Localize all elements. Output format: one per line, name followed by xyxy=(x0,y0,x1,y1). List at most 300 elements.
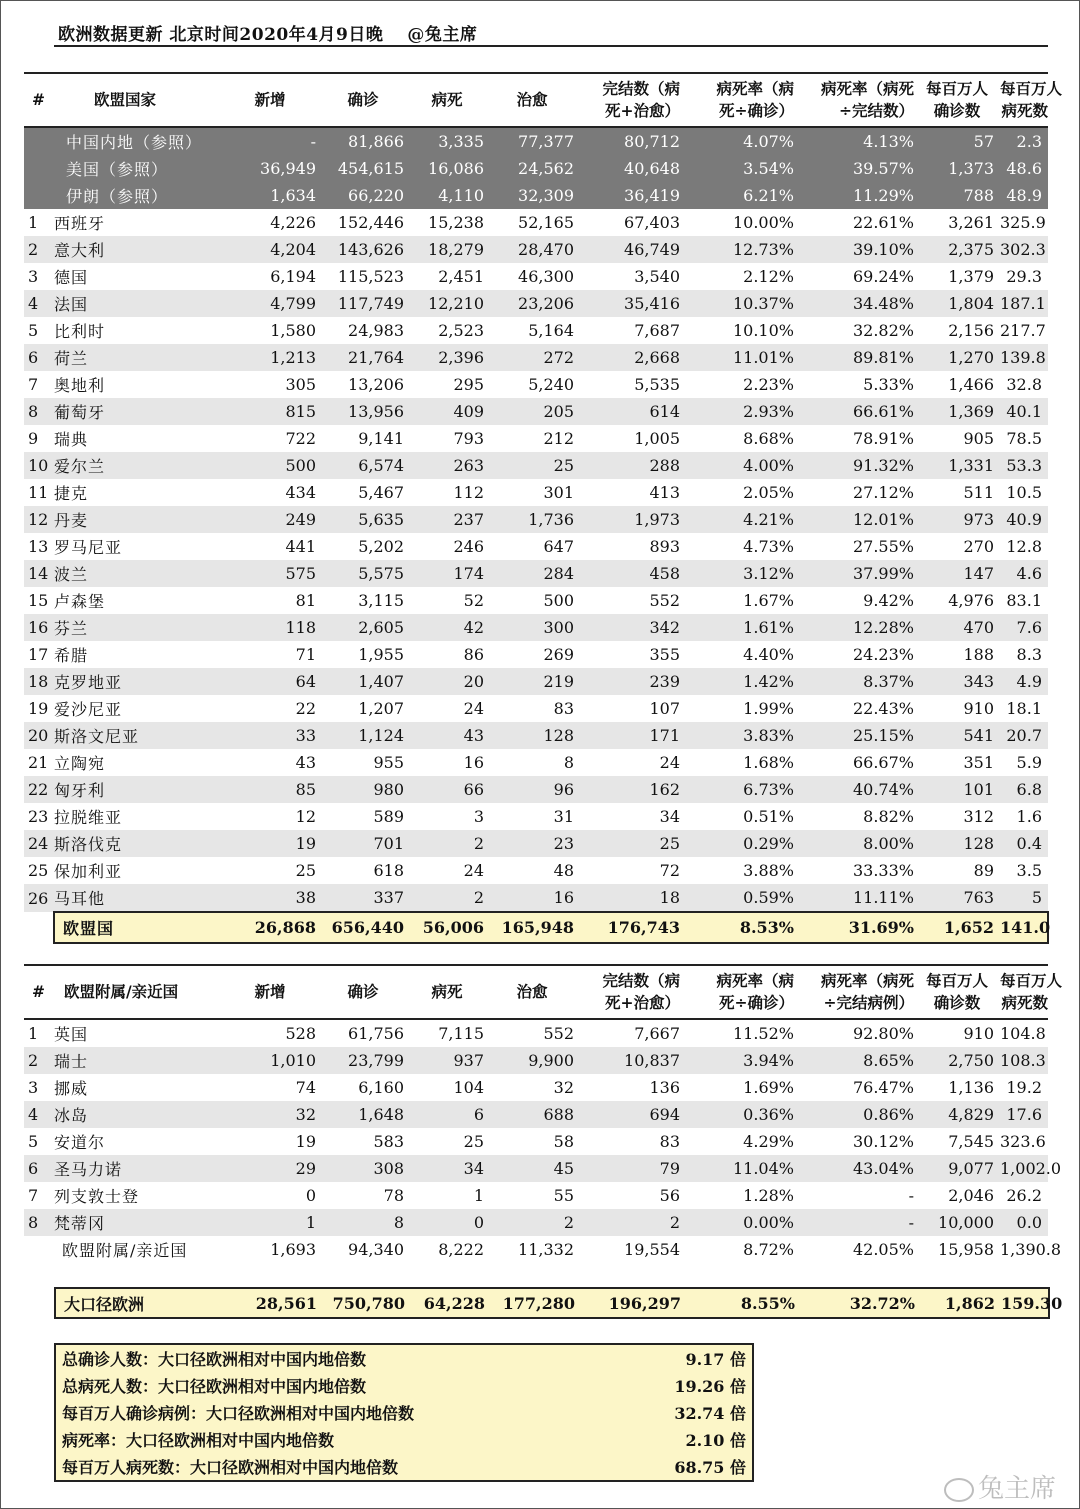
row-index: 8 xyxy=(24,398,54,425)
table-row xyxy=(24,290,1048,317)
row-index: 17 xyxy=(24,641,54,668)
cell-pm-deaths: 40.1 xyxy=(1000,398,1048,425)
table-row xyxy=(24,1128,1048,1155)
col-cfr xyxy=(686,73,800,127)
country-name: 爱沙尼亚 xyxy=(54,695,224,722)
country-name: 斯洛文尼亚 xyxy=(54,722,224,749)
assoc-col-pm-deaths xyxy=(1000,965,1063,1019)
reference-row xyxy=(24,182,1048,209)
col-closed-line1: 完结数（病 xyxy=(602,79,680,98)
cell-pm-confirmed: 1,652 xyxy=(920,912,1000,943)
cell-cfr: 3.83% xyxy=(686,722,800,749)
cell-pm-deaths: 18.1 xyxy=(1000,695,1048,722)
cell-confirmed: 337 xyxy=(322,884,410,912)
cell-recovered: 58 xyxy=(490,1128,580,1155)
country-name: 欧盟附属/亲近国 xyxy=(54,1236,224,1263)
header-divider xyxy=(54,45,1048,47)
cell-pm-deaths: 5 xyxy=(1000,884,1048,912)
cell-new: 36,949 xyxy=(224,155,322,182)
cell-cfr-closed: 31.69% xyxy=(800,912,920,943)
assoc-table xyxy=(24,964,1063,1263)
cell-cfr-closed: 11.11% xyxy=(800,884,920,912)
cell-closed: 2 xyxy=(580,1209,686,1236)
cell-recovered: 269 xyxy=(490,641,580,668)
cell-cfr: 8.68% xyxy=(686,425,800,452)
cell-recovered: 8 xyxy=(490,749,580,776)
cell-recovered: 552 xyxy=(490,1019,580,1047)
col-cfr-line2: 死÷确诊） xyxy=(719,101,794,120)
cell-new: 33 xyxy=(224,722,322,749)
table-row xyxy=(24,1019,1048,1047)
cell-closed: 552 xyxy=(580,587,686,614)
cell-cfr: 4.73% xyxy=(686,533,800,560)
cell-confirmed: 5,467 xyxy=(322,479,410,506)
cell-pm-confirmed: 1,379 xyxy=(920,263,1000,290)
cell-new: 38 xyxy=(224,884,322,912)
row-index: 2 xyxy=(24,236,54,263)
cell-confirmed: 1,955 xyxy=(322,641,410,668)
cell-recovered: 55 xyxy=(490,1182,580,1209)
cell-confirmed: 701 xyxy=(322,830,410,857)
page-title xyxy=(58,20,477,45)
table-row xyxy=(24,560,1048,587)
assoc-col-pm-deaths-line1: 每百万人 xyxy=(1000,971,1063,990)
country-name: 波兰 xyxy=(54,560,224,587)
assoc-col-index: # xyxy=(24,965,54,1019)
cell-cfr-closed: - xyxy=(800,1209,920,1236)
cell-new: 1,010 xyxy=(224,1047,322,1074)
cell-closed: 19,554 xyxy=(580,1236,686,1263)
ratio-value: 32.74 倍 xyxy=(617,1399,753,1426)
cell-closed: 56 xyxy=(580,1182,686,1209)
cell-recovered: 16 xyxy=(490,884,580,912)
cell-cfr-closed: 22.43% xyxy=(800,695,920,722)
cell-cfr: 10.37% xyxy=(686,290,800,317)
ratio-value: 9.17 倍 xyxy=(617,1344,753,1372)
cell-deaths: 237 xyxy=(410,506,490,533)
cell-pm-deaths: 10.5 xyxy=(1000,479,1048,506)
ratio-label: 每百万人确诊病例：大口径欧洲相对中国内地倍数 xyxy=(55,1399,617,1426)
cell-recovered: 24,562 xyxy=(490,155,580,182)
table-row xyxy=(24,722,1048,749)
cell-confirmed: 9,141 xyxy=(322,425,410,452)
cell-confirmed: 94,340 xyxy=(322,1236,410,1263)
grand-total-new: 28,561 xyxy=(225,1288,323,1318)
col-new: 新增 xyxy=(224,73,322,127)
ratio-value: 2.10 倍 xyxy=(617,1426,753,1453)
cell-confirmed: 6,160 xyxy=(322,1074,410,1101)
eu-table xyxy=(24,72,1063,944)
cell-pm-deaths: 6.8 xyxy=(1000,776,1048,803)
cell-pm-deaths: 83.1 xyxy=(1000,587,1048,614)
cell-confirmed: 21,764 xyxy=(322,344,410,371)
cell-deaths: 246 xyxy=(410,533,490,560)
col-confirmed: 确诊 xyxy=(322,73,410,127)
row-index: 7 xyxy=(24,1182,54,1209)
cell-pm-deaths: 1,390.8 xyxy=(1000,1236,1048,1263)
row-index: 20 xyxy=(24,722,54,749)
table-row xyxy=(24,803,1048,830)
col-pm-confirmed xyxy=(920,73,1000,127)
cell-new: 81 xyxy=(224,587,322,614)
cell-closed: 24 xyxy=(580,749,686,776)
assoc-col-pm-confirmed-line2: 确诊数 xyxy=(933,993,981,1012)
table-row xyxy=(24,587,1048,614)
row-index: 1 xyxy=(24,1019,54,1047)
country-name: 圣马力诺 xyxy=(54,1155,224,1182)
cell-recovered: 1,736 xyxy=(490,506,580,533)
cell-cfr-closed: 27.12% xyxy=(800,479,920,506)
cell-deaths: 793 xyxy=(410,425,490,452)
cell-recovered: 301 xyxy=(490,479,580,506)
ratio-label: 每百万人病死数：大口径欧洲相对中国内地倍数 xyxy=(55,1453,617,1481)
country-name: 罗马尼亚 xyxy=(54,533,224,560)
cell-deaths: 16,086 xyxy=(410,155,490,182)
country-name: 保加利亚 xyxy=(54,857,224,884)
cell-recovered: 23,206 xyxy=(490,290,580,317)
table-row xyxy=(24,1074,1048,1101)
country-name: 德国 xyxy=(54,263,224,290)
cell-recovered: 5,164 xyxy=(490,317,580,344)
cell-new: 85 xyxy=(224,776,322,803)
cell-pm-confirmed: 4,829 xyxy=(920,1101,1000,1128)
cell-deaths: 12,210 xyxy=(410,290,490,317)
row-index: 25 xyxy=(24,857,54,884)
country-name: 荷兰 xyxy=(54,344,224,371)
cell-pm-confirmed: 312 xyxy=(920,803,1000,830)
col-recovered: 治愈 xyxy=(490,73,580,127)
cell-pm-confirmed: 763 xyxy=(920,884,1000,912)
ratio-value: 19.26 倍 xyxy=(617,1372,753,1399)
table-row xyxy=(24,344,1048,371)
cell-pm-confirmed: 910 xyxy=(920,1019,1000,1047)
col-pm-deaths-line1: 每百万人 xyxy=(1000,79,1063,98)
cell-new: 441 xyxy=(224,533,322,560)
cell-cfr-closed: 78.91% xyxy=(800,425,920,452)
eu-total-row xyxy=(24,912,1048,943)
ratio-summary xyxy=(54,1343,754,1482)
author-handle: @兔主席 xyxy=(407,25,478,45)
row-index: 21 xyxy=(24,749,54,776)
cell-closed: 72 xyxy=(580,857,686,884)
cell-pm-deaths: 3.5 xyxy=(1000,857,1048,884)
cell-cfr-closed: 22.61% xyxy=(800,209,920,236)
assoc-col-cfr-line2: 死÷确诊） xyxy=(719,993,794,1012)
col-closed xyxy=(580,73,686,127)
ratio-row xyxy=(55,1372,753,1399)
cell-confirmed: 152,446 xyxy=(322,209,410,236)
cell-pm-confirmed: 905 xyxy=(920,425,1000,452)
cell-cfr: 11.01% xyxy=(686,344,800,371)
cell-cfr-closed: 8.82% xyxy=(800,803,920,830)
cell-confirmed: 1,648 xyxy=(322,1101,410,1128)
row-index: 6 xyxy=(24,344,54,371)
country-name: 瑞士 xyxy=(54,1047,224,1074)
row-index: 7 xyxy=(24,371,54,398)
cell-deaths: 1 xyxy=(410,1182,490,1209)
cell-cfr: 0.51% xyxy=(686,803,800,830)
cell-deaths: 104 xyxy=(410,1074,490,1101)
cell-closed: 83 xyxy=(580,1128,686,1155)
cell-recovered: 77,377 xyxy=(490,127,580,155)
cell-cfr: 3.94% xyxy=(686,1047,800,1074)
cell-cfr: 4.29% xyxy=(686,1128,800,1155)
col-pm-deaths-line2: 病死数 xyxy=(1001,101,1048,120)
cell-deaths: 43 xyxy=(410,722,490,749)
cell-new: 19 xyxy=(224,830,322,857)
cell-deaths: 409 xyxy=(410,398,490,425)
cell-pm-deaths: 325.9 xyxy=(1000,209,1048,236)
cell-new: 1,693 xyxy=(224,1236,322,1263)
grand-total-pm-deaths: 159.30 xyxy=(1001,1288,1049,1318)
cell-cfr: 1.69% xyxy=(686,1074,800,1101)
cell-deaths: 25 xyxy=(410,1128,490,1155)
table-row xyxy=(24,1047,1048,1074)
cell-cfr-closed: 39.10% xyxy=(800,236,920,263)
cell-pm-confirmed: 1,369 xyxy=(920,398,1000,425)
cell-new: 1 xyxy=(224,1209,322,1236)
cell-closed: 893 xyxy=(580,533,686,560)
country-name: 比利时 xyxy=(54,317,224,344)
cell-recovered: 11,332 xyxy=(490,1236,580,1263)
table-row xyxy=(24,506,1048,533)
cell-pm-deaths: 141.0 xyxy=(1000,912,1048,943)
cell-new: 6,194 xyxy=(224,263,322,290)
cell-pm-deaths: 0.4 xyxy=(1000,830,1048,857)
cell-new: 19 xyxy=(224,1128,322,1155)
table-row xyxy=(24,614,1048,641)
cell-new: 528 xyxy=(224,1019,322,1047)
grand-total-cfr: 8.55% xyxy=(687,1288,801,1318)
cell-closed: 413 xyxy=(580,479,686,506)
cell-deaths: 937 xyxy=(410,1047,490,1074)
cell-cfr: 11.04% xyxy=(686,1155,800,1182)
cell-cfr: 12.73% xyxy=(686,236,800,263)
cell-closed: 67,403 xyxy=(580,209,686,236)
cell-confirmed: 308 xyxy=(322,1155,410,1182)
country-name: 瑞典 xyxy=(54,425,224,452)
cell-pm-confirmed: 89 xyxy=(920,857,1000,884)
cell-confirmed: 61,756 xyxy=(322,1019,410,1047)
cell-confirmed: 5,575 xyxy=(322,560,410,587)
cell-cfr: 0.59% xyxy=(686,884,800,912)
cell-recovered: 9,900 xyxy=(490,1047,580,1074)
col-closed-line2: 死+治愈） xyxy=(605,101,680,120)
grand-total-pm-confirmed: 1,862 xyxy=(921,1288,1001,1318)
cell-confirmed: 656,440 xyxy=(322,912,410,943)
row-index: 19 xyxy=(24,695,54,722)
cell-recovered: 688 xyxy=(490,1101,580,1128)
cell-deaths: 42 xyxy=(410,614,490,641)
cell-pm-deaths: 187.1 xyxy=(1000,290,1048,317)
row-index: 26 xyxy=(24,884,54,912)
ratio-label: 总病死人数：大口径欧洲相对中国内地倍数 xyxy=(55,1372,617,1399)
cell-closed: 7,667 xyxy=(580,1019,686,1047)
assoc-col-cfr xyxy=(686,965,800,1019)
cell-cfr: 2.23% xyxy=(686,371,800,398)
table-row xyxy=(24,776,1048,803)
cell-closed: 80,712 xyxy=(580,127,686,155)
country-name: 意大利 xyxy=(54,236,224,263)
cell-cfr: 4.40% xyxy=(686,641,800,668)
cell-pm-confirmed: 1,270 xyxy=(920,344,1000,371)
cell-closed: 458 xyxy=(580,560,686,587)
cell-pm-confirmed: 2,156 xyxy=(920,317,1000,344)
cell-deaths: 7,115 xyxy=(410,1019,490,1047)
row-index: 1 xyxy=(24,209,54,236)
cell-cfr: 1.68% xyxy=(686,749,800,776)
col-pm-confirmed-line1: 每百万人 xyxy=(925,79,988,98)
cell-confirmed: 5,202 xyxy=(322,533,410,560)
cell-deaths: 295 xyxy=(410,371,490,398)
assoc-col-pm-confirmed xyxy=(920,965,1000,1019)
cell-cfr: 2.93% xyxy=(686,398,800,425)
country-name: 拉脱维亚 xyxy=(54,803,224,830)
cell-pm-confirmed: 188 xyxy=(920,641,1000,668)
cell-cfr-closed: 25.15% xyxy=(800,722,920,749)
table-row xyxy=(24,533,1048,560)
cell-recovered: 284 xyxy=(490,560,580,587)
cell-confirmed: 583 xyxy=(322,1128,410,1155)
cell-confirmed: 1,207 xyxy=(322,695,410,722)
row-index xyxy=(24,1236,54,1263)
row-index: 3 xyxy=(24,1074,54,1101)
cell-pm-confirmed: 2,375 xyxy=(920,236,1000,263)
weibo-watermark xyxy=(944,1468,1056,1505)
cell-cfr: 1.28% xyxy=(686,1182,800,1209)
table-row xyxy=(24,1101,1048,1128)
cell-confirmed: 955 xyxy=(322,749,410,776)
cell-recovered: 45 xyxy=(490,1155,580,1182)
cell-cfr-closed: 66.61% xyxy=(800,398,920,425)
cell-new: 118 xyxy=(224,614,322,641)
table-row xyxy=(24,1209,1048,1236)
reference-row xyxy=(24,155,1048,182)
cell-closed: 1,005 xyxy=(580,425,686,452)
cell-cfr-closed: 11.29% xyxy=(800,182,920,209)
cell-confirmed: 2,605 xyxy=(322,614,410,641)
grand-total-cfr-closed: 32.72% xyxy=(801,1288,921,1318)
assoc-col-cfr-closed-line2: ÷完结病例） xyxy=(823,993,914,1012)
cell-pm-deaths: 4.9 xyxy=(1000,668,1048,695)
grand-total-closed: 196,297 xyxy=(581,1288,687,1318)
table-row xyxy=(24,1155,1048,1182)
cell-cfr-closed: 30.12% xyxy=(800,1128,920,1155)
cell-pm-deaths: 20.7 xyxy=(1000,722,1048,749)
cell-closed: 342 xyxy=(580,614,686,641)
cell-new: 25 xyxy=(224,857,322,884)
cell-new: 4,226 xyxy=(224,209,322,236)
cell-confirmed: 24,983 xyxy=(322,317,410,344)
country-name: 梵蒂冈 xyxy=(54,1209,224,1236)
cell-cfr: 3.88% xyxy=(686,857,800,884)
country-name: 捷克 xyxy=(54,479,224,506)
watermark-text: 兔主席 xyxy=(978,1474,1057,1504)
cell-pm-deaths: 5.9 xyxy=(1000,749,1048,776)
cell-cfr-closed: 43.04% xyxy=(800,1155,920,1182)
table-row xyxy=(24,425,1048,452)
cell-recovered: 28,470 xyxy=(490,236,580,263)
country-name: 马耳他 xyxy=(54,884,224,912)
cell-pm-confirmed: 270 xyxy=(920,533,1000,560)
cell-recovered: 2 xyxy=(490,1209,580,1236)
cell-cfr-closed: 24.23% xyxy=(800,641,920,668)
cell-recovered: 5,240 xyxy=(490,371,580,398)
cell-recovered: 165,948 xyxy=(490,912,580,943)
cell-new: 1,634 xyxy=(224,182,322,209)
ratio-row xyxy=(55,1344,753,1372)
cell-pm-confirmed: 910 xyxy=(920,695,1000,722)
cell-recovered: 25 xyxy=(490,452,580,479)
cell-cfr-closed: 12.01% xyxy=(800,506,920,533)
row-index: 4 xyxy=(24,1101,54,1128)
table-row xyxy=(24,263,1048,290)
cell-cfr-closed: 66.67% xyxy=(800,749,920,776)
cell-cfr: 0.29% xyxy=(686,830,800,857)
cell-recovered: 52,165 xyxy=(490,209,580,236)
cell-closed: 36,419 xyxy=(580,182,686,209)
cell-confirmed: 81,866 xyxy=(322,127,410,155)
cell-pm-deaths: 32.8 xyxy=(1000,371,1048,398)
col-cfr-closed xyxy=(800,73,920,127)
cell-cfr: 10.00% xyxy=(686,209,800,236)
cell-cfr: 4.21% xyxy=(686,506,800,533)
grand-total-label: 大口径欧洲 xyxy=(55,1288,225,1318)
assoc-col-country: 欧盟附属/亲近国 xyxy=(54,965,224,1019)
cell-pm-confirmed: 1,373 xyxy=(920,155,1000,182)
cell-recovered: 212 xyxy=(490,425,580,452)
cell-recovered: 96 xyxy=(490,776,580,803)
cell-cfr-closed: 92.80% xyxy=(800,1019,920,1047)
cell-pm-confirmed: 10,000 xyxy=(920,1209,1000,1236)
ratio-label: 总确诊人数：大口径欧洲相对中国内地倍数 xyxy=(55,1344,617,1372)
ratio-row xyxy=(55,1426,753,1453)
assoc-subtotal-row xyxy=(24,1236,1048,1263)
row-index: 3 xyxy=(24,263,54,290)
cell-pm-deaths: 48.9 xyxy=(1000,182,1048,209)
cell-deaths: 56,006 xyxy=(410,912,490,943)
cell-confirmed: 117,749 xyxy=(322,290,410,317)
cell-pm-confirmed: 343 xyxy=(920,668,1000,695)
cell-pm-confirmed: 128 xyxy=(920,830,1000,857)
cell-new: 434 xyxy=(224,479,322,506)
cell-closed: 18 xyxy=(580,884,686,912)
table-row xyxy=(24,209,1048,236)
cell-closed: 34 xyxy=(580,803,686,830)
cell-cfr-closed: 8.37% xyxy=(800,668,920,695)
cell-pm-confirmed: 1,466 xyxy=(920,371,1000,398)
cell-cfr-closed: 12.28% xyxy=(800,614,920,641)
country-name: 法国 xyxy=(54,290,224,317)
cell-pm-confirmed: 788 xyxy=(920,182,1000,209)
row-index: 8 xyxy=(24,1209,54,1236)
cell-new: 71 xyxy=(224,641,322,668)
assoc-col-closed-line2: 死+治愈） xyxy=(605,993,680,1012)
cell-deaths: 86 xyxy=(410,641,490,668)
cell-recovered: 272 xyxy=(490,344,580,371)
cell-confirmed: 980 xyxy=(322,776,410,803)
cell-cfr: 8.53% xyxy=(686,912,800,943)
grand-total-recovered: 177,280 xyxy=(491,1288,581,1318)
col-cfr-closed-line1: 病死率（病死 xyxy=(820,79,914,98)
cell-pm-deaths: 12.8 xyxy=(1000,533,1048,560)
cell-cfr-closed: 8.65% xyxy=(800,1047,920,1074)
cell-cfr-closed: 34.48% xyxy=(800,290,920,317)
cell-deaths: 18,279 xyxy=(410,236,490,263)
cell-deaths: 6 xyxy=(410,1101,490,1128)
row-index: 16 xyxy=(24,614,54,641)
table-row xyxy=(24,884,1048,912)
